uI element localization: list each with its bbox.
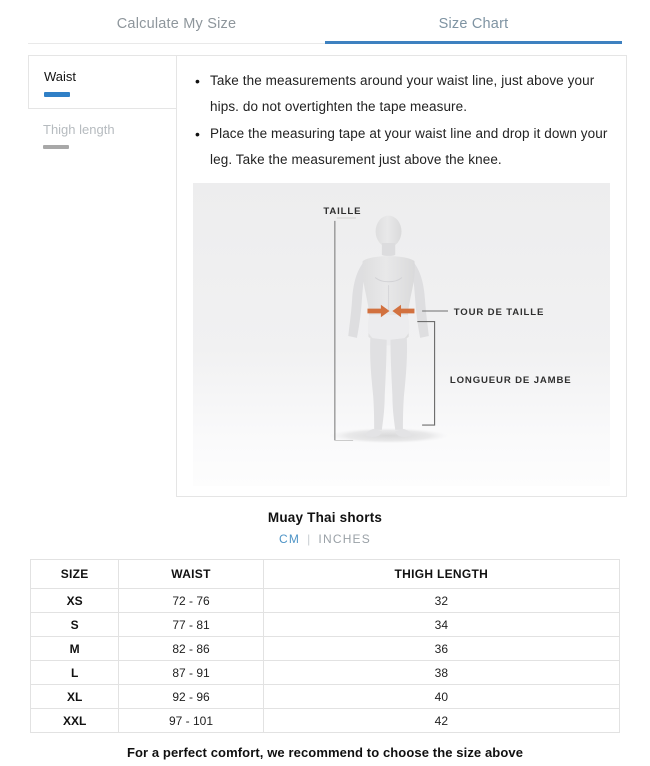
size-cell: XXL	[31, 709, 119, 733]
size-cell: S	[31, 613, 119, 637]
measurement-diagram	[193, 183, 610, 486]
column-header-waist: WAIST	[119, 560, 263, 589]
value-cell: 92 - 96	[119, 685, 263, 709]
sidebar-item-thigh-length[interactable]	[28, 109, 176, 160]
table-row	[31, 589, 620, 613]
size-cell: XL	[31, 685, 119, 709]
value-cell: 77 - 81	[119, 613, 263, 637]
unit-separator: |	[307, 532, 312, 547]
value-cell: 82 - 86	[119, 637, 263, 661]
unit-inches-link[interactable]: INCHES	[318, 532, 371, 547]
table-header-row	[31, 560, 620, 589]
value-cell: 36	[263, 637, 619, 661]
table-row	[31, 709, 620, 733]
leg-length-annotation	[417, 322, 571, 426]
height-label: TAILLE	[323, 206, 362, 218]
instruction-item: • Place the measuring tape at your waist line and drop it down your leg. Take the measurement just above the knee.	[193, 121, 610, 174]
tab-size-chart[interactable]: Size Chart	[325, 16, 622, 44]
instruction-list	[193, 68, 610, 173]
sidebar-item-waist[interactable]	[28, 55, 176, 109]
unit-toggle	[0, 532, 650, 546]
size-cell: XS	[31, 589, 119, 613]
mannequin-body	[348, 216, 429, 437]
inactive-indicator-bar	[43, 145, 69, 149]
value-cell: 40	[263, 685, 619, 709]
content-row	[28, 55, 627, 497]
column-header-thigh-length: THIGH LENGTH	[263, 560, 619, 589]
size-table	[30, 559, 620, 733]
instruction-panel	[176, 55, 627, 497]
tab-calculate-my-size[interactable]: Calculate My Size	[28, 16, 325, 44]
tab-bar	[28, 16, 622, 44]
recommendation-note: For a perfect comfort, we recommend to choose the size above	[126, 745, 524, 761]
value-cell: 72 - 76	[119, 589, 263, 613]
table-row	[31, 613, 620, 637]
floor-shadow	[329, 428, 448, 443]
sidebar-item-label: Waist	[44, 69, 77, 84]
size-guide-panel	[0, 16, 650, 766]
value-cell: 32	[263, 589, 619, 613]
value-cell: 38	[263, 661, 619, 685]
table-row	[31, 685, 620, 709]
unit-cm-link[interactable]: CM	[279, 532, 301, 547]
value-cell: 97 - 101	[119, 709, 263, 733]
value-cell: 34	[263, 613, 619, 637]
value-cell: 42	[263, 709, 619, 733]
mannequin-illustration	[193, 183, 610, 486]
table-row	[31, 661, 620, 685]
measurement-sidebar	[28, 55, 176, 160]
product-title: Muay Thai shorts	[267, 510, 383, 526]
sidebar-item-label: Thigh length	[43, 122, 115, 137]
table-row	[31, 637, 620, 661]
leg-length-label: LONGUEUR DE JAMBE	[449, 375, 572, 387]
size-cell: M	[31, 637, 119, 661]
column-header-size: SIZE	[31, 560, 119, 589]
size-cell: L	[31, 661, 119, 685]
instruction-item: • Take the measurements around your waist line, just above your hips. do not overtighten the tape measure.	[193, 68, 610, 121]
waist-label: TOUR DE TAILLE	[453, 307, 545, 319]
value-cell: 87 - 91	[119, 661, 263, 685]
active-indicator-bar	[44, 92, 70, 97]
